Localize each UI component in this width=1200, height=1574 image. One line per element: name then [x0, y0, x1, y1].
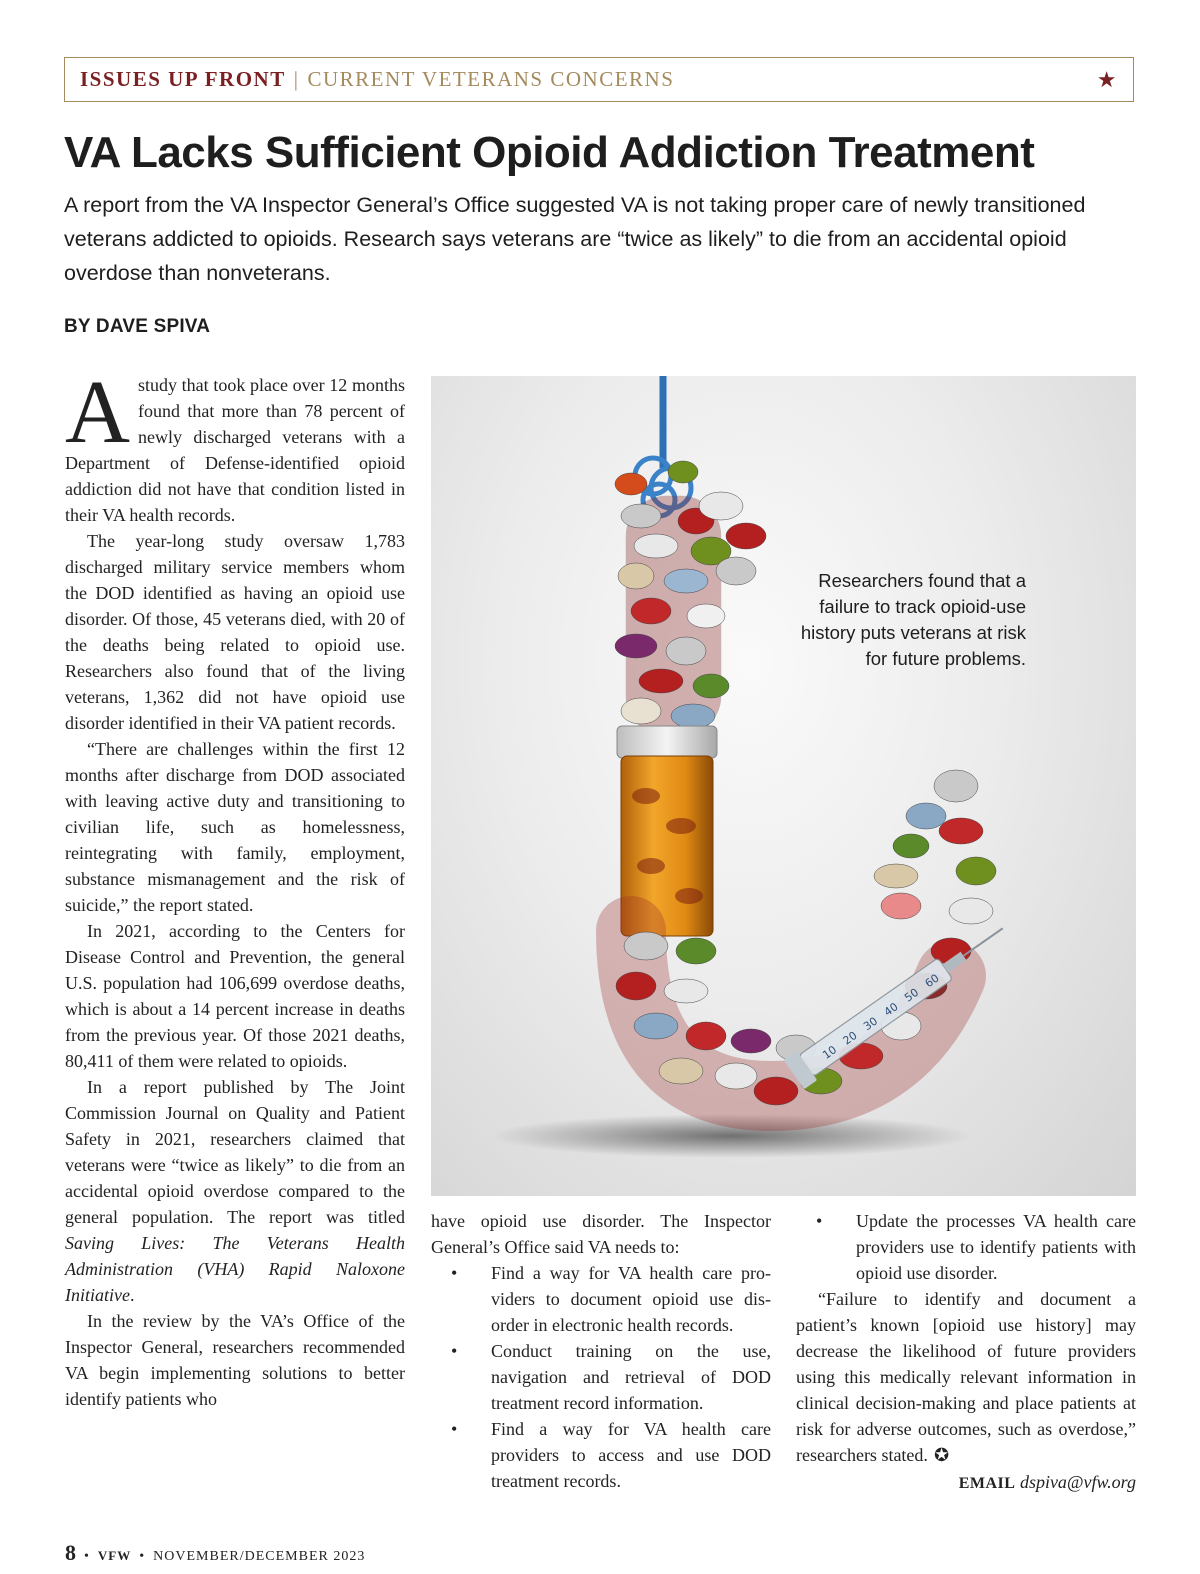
footer-dot: •	[139, 1549, 146, 1564]
article-paragraph-2: The year-long study oversaw 1,783 discharged military service members whom the DOD identified as having an opioid use disorder. Of those, 45 veterans died, with 20 of the deaths being related to opioid use. Researchers also found that of the living veterans, 1,362 did not have opioid use disorder identified in their VA patient records.	[65, 531, 405, 733]
recommendations-list	[431, 1260, 771, 1494]
recommendations-list-continued	[796, 1208, 1136, 1286]
article-column-2	[431, 1208, 771, 1494]
list-item: • Conduct training on the use, navigation and retrieval of DOD treatment record information.	[431, 1338, 771, 1416]
author-email-link[interactable]: dspiva@vfw.org	[1019, 1472, 1136, 1492]
article-paragraph-1	[65, 363, 405, 528]
paragraph-8-text: “Failure to identify and document a patient’s known [opioid use history] may decrease the likelihood of future providers using this medically relevant information in clinical decision-making and place patients at risk for adverse outcomes, such as overdose,” researchers stated.	[796, 1289, 1136, 1465]
pill-bend	[616, 931, 951, 1105]
paragraph-5-end: .	[129, 1285, 135, 1305]
article-paragraph-5	[65, 1074, 405, 1308]
syringe-mark: 30	[861, 1014, 881, 1034]
email-label: EMAIL	[958, 1475, 1016, 1492]
list-item: • Find a way for VA health care providers to access and use DOD treatment records.	[431, 1416, 771, 1494]
article-paragraph-3: “There are challenges within the first 12 months after discharge from DOD associated with leaving active duty and transitioning to civilian life, such as homelessness, reintegrating with family, employment, substance mismanagement and the risk of suicide,” the report stated.	[65, 739, 405, 915]
article-paragraph-6: In the review by the VA’s Office of the Inspector General, researchers recommended VA begin implementing solutions to better identify patients who	[65, 1311, 405, 1409]
syringe-mark: 50	[902, 985, 922, 1005]
list-item: • Find a way for VA health care providers to document opioid use disorder in electronic health records.	[431, 1260, 771, 1338]
star-icon: ★	[1096, 66, 1118, 92]
opioid-hook-photo	[431, 376, 1136, 1196]
magazine-name: VFW	[97, 1548, 132, 1563]
article-paragraph-4: In 2021, according to the Centers for Disease Control and Prevention, the general U.S. population had 106,699 overdose deaths, which is about a 14 percent increase in deaths from the previous year. Of those 2021 deaths, 80,411 of them were related to opioids.	[65, 921, 405, 1071]
article-deck: A report from the VA Inspector General’s Office suggested VA is not taking proper care of newly transitioned veterans addicted to opioids. Research says veterans are “twice as likely” to die from an accidental opioid overdose than nonveterans.	[64, 193, 1086, 285]
page-footer	[65, 1540, 365, 1566]
photo-caption: Researchers found that a failure to track opioid-use history puts veterans at risk for future problems.	[800, 570, 1026, 669]
paragraph-1-text: study that took place over 12 months found that more than 78 percent of newly discharged veterans with a Department of Defense-identified opioid addiction did not have that condition listed in their VA health records.	[65, 375, 405, 525]
end-mark-icon: ✪	[933, 1445, 950, 1466]
author-email-line	[796, 1469, 1136, 1497]
syringe-mark: 40	[881, 1000, 901, 1019]
article-byline: BY DAVE SPIVA	[64, 316, 211, 337]
section-header-bar	[64, 57, 1134, 102]
subsection-label: CURRENT VETERANS CONCERNS	[307, 67, 675, 91]
section-label: ISSUES UP FRONT	[80, 67, 286, 91]
article-headline: VA Lacks Sufficient Opioid Addiction Treatment	[64, 128, 1035, 177]
pill-barb	[874, 770, 996, 964]
page-number: 8	[65, 1540, 76, 1565]
syringe-mark: 10	[820, 1043, 840, 1062]
article-column-1	[65, 363, 405, 1412]
syringe-mark: 60	[922, 971, 942, 991]
section-separator: |	[293, 67, 300, 91]
pill-shank	[615, 496, 731, 736]
article-column-3	[796, 1208, 1136, 1497]
syringe-mark: 20	[840, 1028, 860, 1048]
article-paragraph-8	[796, 1286, 1136, 1469]
pill-hook-illustration	[431, 376, 1136, 1196]
article-paragraph-7: have opioid use disorder. The Inspector General’s Office said VA needs to:	[431, 1211, 771, 1257]
issue-date: NOVEMBER/DECEMBER 2023	[153, 1549, 366, 1564]
report-title: Saving Lives: The Veterans Health Administration (VHA) Rapid Naloxone Initiative	[65, 1233, 405, 1305]
list-item: • Update the processes VA health care providers use to identify patients with opioid use disorder.	[796, 1208, 1136, 1286]
paragraph-5-text: In a report published by The Joint Commission Journal on Quality and Patient Safety in 2021, researchers claimed that veterans were “twice as likely” to die from an accidental opioid overdose compared to the general population. The report was titled	[65, 1077, 405, 1227]
drop-cap: A	[65, 363, 130, 462]
footer-dot: •	[84, 1549, 90, 1564]
pill-bottle-cap	[617, 726, 717, 758]
